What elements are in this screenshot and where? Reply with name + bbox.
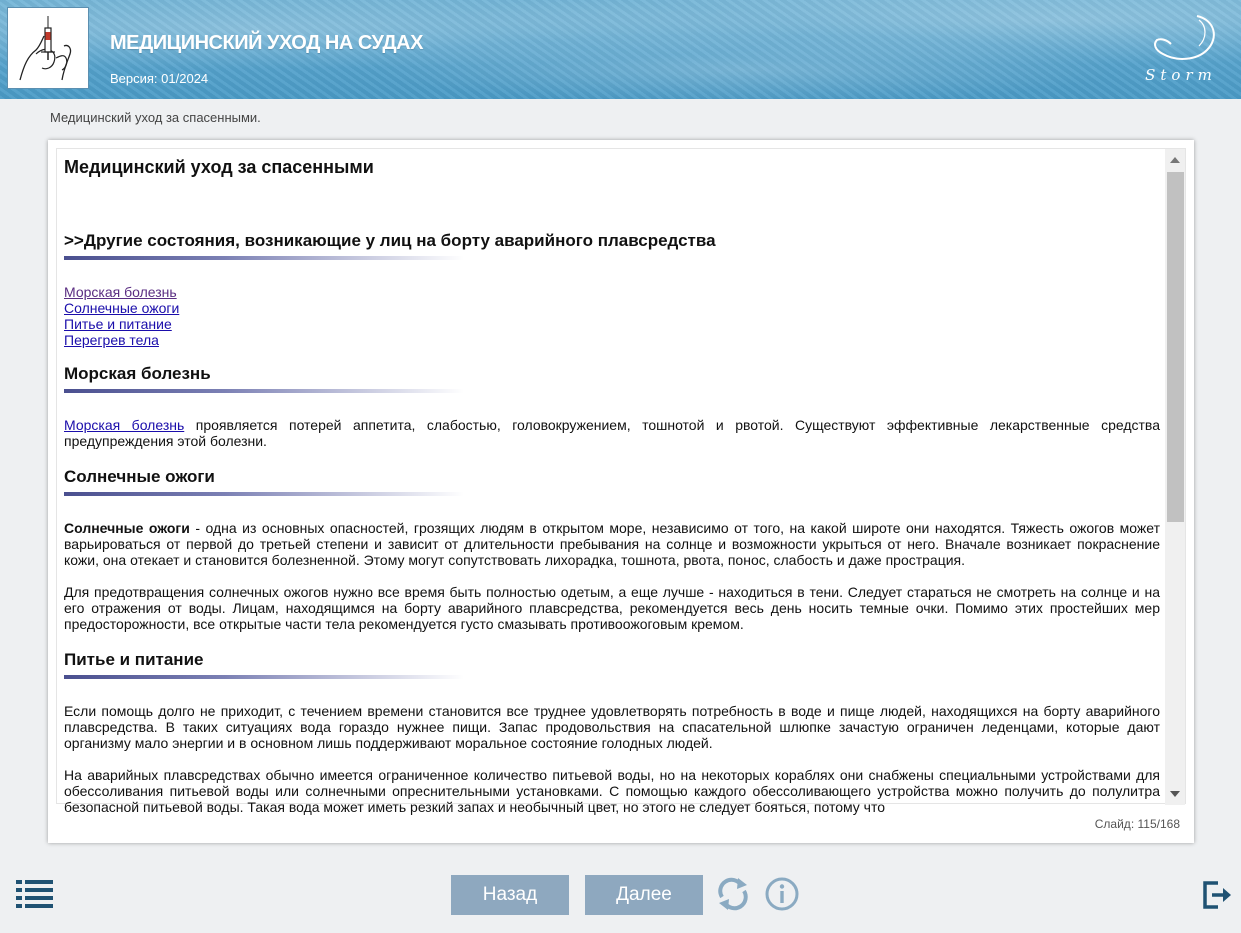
exit-button[interactable]: [1202, 880, 1232, 910]
content-scrollbar[interactable]: [1165, 149, 1185, 805]
scrollbar-thumb[interactable]: [1167, 172, 1184, 522]
toc-link-sunburn[interactable]: Солнечные ожоги: [64, 300, 180, 316]
section-divider: [64, 256, 464, 260]
section-divider: [64, 389, 464, 393]
exit-icon: [1202, 880, 1232, 910]
slide-counter-value: 115/168: [1137, 817, 1180, 831]
reload-icon: [714, 875, 752, 913]
info-icon: [764, 876, 800, 912]
paragraph-sunburn-1: Солнечные ожоги - одна из основных опасностей, грозящих людям в открытом море, независимо от того, на какой широте они находятся. Тяжесть ожогов может варьироваться от первой до третьей степени и зависит от длительности пребывания на солнце и возможности укрыться от него. Вначале возникает покраснение кожи, она отекает и становится болезненной. Этому могут сопутствовать лихорадка, тошнота, рвота, понос, слабость и даже прострация.: [64, 520, 1161, 568]
content-area: [64, 149, 1161, 815]
table-of-contents: [64, 284, 1160, 348]
toc-link-seasickness[interactable]: Морская болезнь: [64, 284, 177, 300]
next-button[interactable]: Далее: [585, 875, 703, 915]
heading-seasickness: Морская болезнь: [64, 364, 211, 383]
toc-link-drinking-food[interactable]: Питье и питание: [64, 316, 172, 332]
app-header: [0, 0, 1241, 99]
scroll-up-icon[interactable]: [1165, 149, 1185, 169]
slide-counter: [1095, 817, 1180, 831]
toc-link-overheating[interactable]: Перегрев тела: [64, 332, 159, 348]
paragraph-drinking-2: На аварийных плавсредствах обычно имеется ограниченное количество питьевой воды, но на некоторых кораблях они снабжены специальными устройствами для обессоливания питьевой воды или солнечными опреснительными установками. С помощью каждого обессоливающего устройства можно получить до полулитра безопасной питьевой воды. Такая вода может иметь резкий запах и необычный цвет, но этого не следует бояться, потому что: [64, 767, 1160, 815]
menu-icon: [16, 879, 54, 909]
heading-drinking-food: Питье и питание: [64, 650, 204, 669]
scroll-down-icon[interactable]: [1165, 785, 1185, 805]
slide-counter-label: Слайд:: [1094, 817, 1135, 831]
section-divider: [64, 675, 464, 679]
info-button[interactable]: [764, 876, 800, 912]
menu-button[interactable]: [16, 879, 54, 909]
link-seasickness[interactable]: Морская болезнь: [64, 417, 185, 433]
syringe-logo-icon: [10, 10, 86, 86]
paragraph-seasickness: Морская болезнь проявляется потерей аппетита, слабостью, головокружением, тошнотой и рвотой. Существуют эффективные лекарственные средства предупреждения этой болезни.: [64, 417, 1160, 449]
back-button[interactable]: Назад: [451, 875, 569, 915]
paragraph-sunburn-2: Для предотвращения солнечных ожогов нужно все время быть полностью одетым, а еще лучше - находиться в тени. Следует стараться не смотреть на солнце и на его отражения от воды. Лицам, находящимся на борту аварийного плавсредства, рекомендуется весь день носить темные очки. Помимо этих простейших мер предосторожности, все открытые части тела рекомендуется густо смазывать противоожоговым кремом.: [64, 584, 1160, 632]
app-title: МЕДИЦИНСКИЙ УХОД НА СУДАХ: [110, 32, 423, 54]
storm-logo-icon: [1137, 10, 1227, 85]
section-title: >>Другие состояния, возникающие у лиц на борту аварийного плавсредства: [64, 231, 716, 250]
heading-sunburn: Солнечные ожоги: [64, 467, 215, 486]
page-title: Медицинский уход за спасенными: [64, 157, 374, 177]
slide-panel: [48, 140, 1194, 843]
reload-button[interactable]: [714, 875, 752, 913]
section-divider: [64, 492, 464, 496]
svg-text:Storm: Storm: [1145, 66, 1217, 84]
paragraph-drinking-1: Если помощь долго не приходит, с течением времени становится все труднее удовлетворять потребность в воде и пище людей, находящихся на борту аварийного плавсредства. В таких ситуациях вода гораздо нужнее пищи. Запас продовольствия на спасательной шлюпке зачастую ограничен леденцами, которые дают организму мало энергии и в основном лишь поддерживают моральное состояние голодных людей.: [64, 703, 1160, 751]
course-logo: [8, 8, 88, 88]
app-version: Версия: 01/2024: [110, 71, 209, 86]
breadcrumb: Медицинский уход за спасенными.: [50, 110, 261, 125]
content-frame: [56, 148, 1186, 815]
